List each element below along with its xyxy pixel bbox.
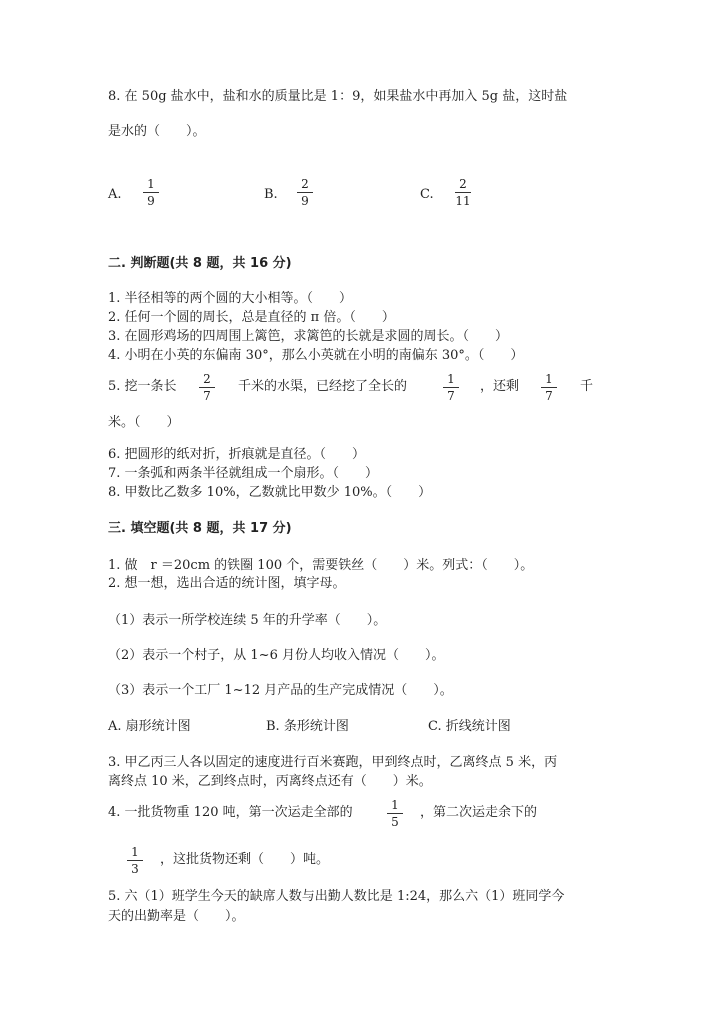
fraction-bar <box>455 192 471 193</box>
fraction-bar <box>443 387 459 388</box>
fill-q4-fraction-2 <box>124 846 146 875</box>
q8-option-a-fraction <box>140 178 162 207</box>
q8-option-c-label: C. <box>420 187 434 202</box>
judge-item-2: 2. 任何一个圆的周长，总是直径的 π 倍。（ ） <box>108 310 395 325</box>
fraction-numerator: 2 <box>301 177 309 191</box>
q8-line1: 8. 在 50g 盐水中，盐和水的质量比是 1：9，如果盐水中再加入 5g 盐，这时盐 <box>108 89 568 104</box>
fraction-numerator: 1 <box>447 372 455 386</box>
fraction-bar <box>127 860 143 861</box>
judge-item-5-fraction-2 <box>440 373 462 402</box>
fill-q4-line2: ，这批货物还剩（ ）吨。 <box>160 852 330 867</box>
fraction-bar <box>199 387 215 388</box>
fill-q4-prefix: 4. 一批货物重 120 吨，第一次运走全部的 <box>108 805 353 820</box>
judge-item-4: 4. 小明在小英的东偏南 30°，那么小英就在小明的南偏东 30°。（ ） <box>108 348 524 363</box>
fill-q2-sub-2: （2）表示一个村子，从 1~6 月份人均收入情况（ ）。 <box>108 648 445 663</box>
fill-q5-line2: 天的出勤率是（ ）。 <box>108 909 245 924</box>
fill-q4-fraction-1 <box>384 799 406 828</box>
judge-item-3: 3. 在圆形鸡场的四周围上篱笆，求篱笆的长就是求圆的周长。（ ） <box>108 329 509 344</box>
q8-option-b-fraction <box>294 178 316 207</box>
fill-q2-option-c: C. 折线统计图 <box>428 719 511 734</box>
judge-item-5-line2: 米。（ ） <box>108 415 180 430</box>
fill-q2: 2. 想一想，选出合适的统计图，填字母。 <box>108 576 346 591</box>
judge-item-6: 6. 把圆形的纸对折，折痕就是直径。（ ） <box>108 447 366 462</box>
judge-item-1: 1. 半径相等的两个圆的大小相等。（ ） <box>108 291 353 306</box>
fraction-denominator: 7 <box>447 389 455 403</box>
fill-q3-line1: 3. 甲乙丙三人各以固定的速度进行百米赛跑，甲到终点时，乙离终点 5 米，丙 <box>108 755 558 770</box>
fraction-denominator: 7 <box>545 389 553 403</box>
judge-item-5-middle: 千米的水渠，已经挖了全长的 <box>238 379 408 394</box>
fraction-denominator: 9 <box>147 194 155 208</box>
fill-q2-option-a: A. 扇形统计图 <box>108 719 191 734</box>
q8-line2: 是水的（ ）。 <box>108 124 206 139</box>
judge-item-5-end: 千 <box>580 379 594 394</box>
section2-title: 二. 判断题(共 8 题，共 16 分) <box>108 256 292 271</box>
fraction-numerator: 2 <box>203 372 211 386</box>
q8-option-c-fraction <box>452 178 474 207</box>
fraction-numerator: 1 <box>147 177 155 191</box>
fraction-denominator: 11 <box>455 194 471 208</box>
fraction-denominator: 7 <box>203 389 211 403</box>
judge-item-7: 7. 一条弧和两条半径就组成一个扇形。（ ） <box>108 466 379 481</box>
fraction-numerator: 1 <box>131 845 139 859</box>
fraction-bar <box>143 192 159 193</box>
fill-q1: 1. 做 r ＝20cm 的铁圈 100 个，需要铁丝（ ）米。列式：（ ）。 <box>108 558 534 573</box>
judge-item-5-rest: ，还剩 <box>480 379 520 394</box>
fill-q2-option-b: B. 条形统计图 <box>266 719 349 734</box>
fraction-numerator: 1 <box>545 372 553 386</box>
fraction-numerator: 1 <box>391 798 399 812</box>
fraction-bar <box>297 192 313 193</box>
fraction-denominator: 3 <box>131 862 139 876</box>
fill-q4-rest: ，第二次运走余下的 <box>420 805 538 820</box>
fraction-denominator: 9 <box>301 194 309 208</box>
fraction-denominator: 5 <box>391 815 399 829</box>
judge-item-5-fraction-1 <box>196 373 218 402</box>
fraction-numerator: 2 <box>459 177 467 191</box>
fraction-bar <box>387 813 403 814</box>
fill-q5-line1: 5. 六（1）班学生今天的缺席人数与出勤人数比是 1:24，那么六（1）班同学今 <box>108 889 565 904</box>
judge-item-5-fraction-3 <box>538 373 560 402</box>
q8-option-b-label: B. <box>264 187 278 202</box>
section3-title: 三. 填空题(共 8 题，共 17 分) <box>108 521 292 536</box>
fill-q2-sub-1: （1）表示一所学校连续 5 年的升学率（ ）。 <box>108 613 387 628</box>
q8-option-a-label: A. <box>108 187 122 202</box>
fill-q3-line2: 离终点 10 米，乙到终点时，丙离终点还有（ ）米。 <box>108 774 432 789</box>
fraction-bar <box>541 387 557 388</box>
fill-q2-sub-3: （3）表示一个工厂 1~12 月产品的生产完成情况（ ）。 <box>108 683 453 698</box>
judge-item-8: 8. 甲数比乙数多 10%，乙数就比甲数少 10%。（ ） <box>108 485 432 500</box>
judge-item-5-prefix: 5. 挖一条长 <box>108 379 177 394</box>
